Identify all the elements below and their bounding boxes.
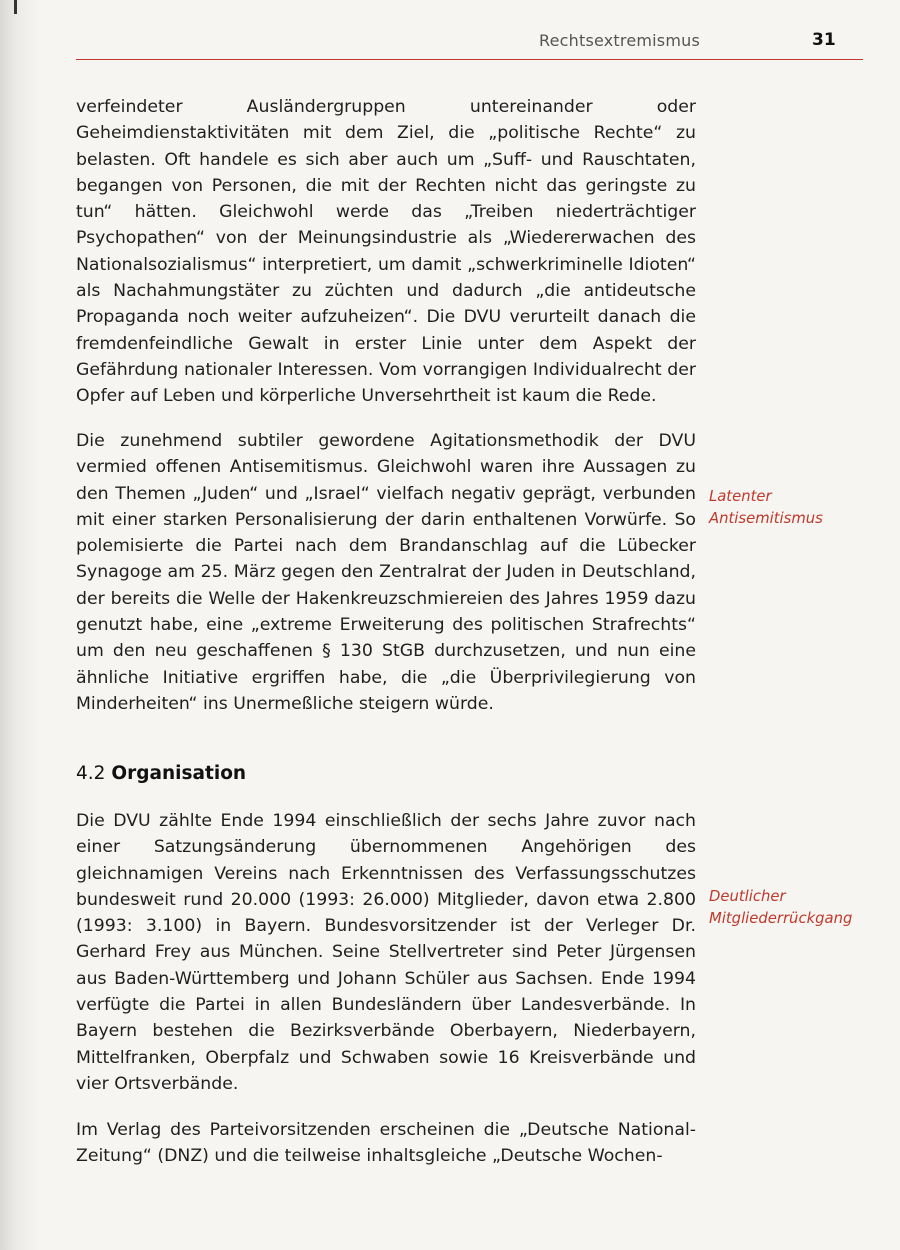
page-number: 31 [812,30,836,50]
scan-corner-mark [14,0,17,14]
page-binding-shadow [0,0,42,1250]
section-number: 4.2 [76,763,106,784]
body-paragraph: verfeindeter Ausländergruppen untereinander oder Geheimdienstaktivitäten mit dem Ziel, die „politische Rechte“ zu belasten. Oft handele es sich aber auch um „Suff- und Rauschtaten, begangen von Personen, die mit der Rechten nicht das geringste zu tun“ hätten. Gleichwohl werde das „Treiben niederträchtiger Psychopathen“ von der Meinungsindustrie als „Wiedererwachen des Nationalsozialismus“ interpretiert, um damit „schwerkriminelle Idioten“ als Nachahmungstäter zu züchten und dadurch „die antideutsche Propaganda noch weiter aufzuheizen“. Die DVU verurteilt danach die fremdenfeindliche Gewalt in erster Linie unter dem Aspekt der Gefährdung nationaler Interessen. Vom vorrangigen Individualrecht der Opfer auf Leben und körperliche Unversehrtheit ist kaum die Rede. [76,97,696,407]
body-paragraph: Die DVU zählte Ende 1994 einschließlich der sechs Jahre zuvor nach einer Satzungsänderung übernommenen Angehörigen des gleichnamigen Vereins nach Erkenntnissen des Verfassungsschutzes bundesweit rund 20.000 (1993: 26.000) Mitglieder, davon etwa 2.800 (1993: 3.100) in Bayern. Bundesvorsitzender ist der Verleger Dr. Gerhard Frey aus München. Seine Stellvertreter sind Peter Jürgensen aus Baden-Württemberg und Johann Schüler aus Sachsen. Ende 1994 verfügte die Partei in allen Bundesländern über Landesverbände. In Bayern bestehen die Bezirksverbände Oberbayern, Niederbayern, Mittelfranken, Oberpfalz und Schwaben sowie 16 Kreisverbände und vier Ortsverbände. [76,811,696,1094]
section-heading [76,763,246,784]
margin-note: Deutlicher Mitgliederrückgang [709,888,853,927]
body-paragraph: Die zunehmend subtiler gewordene Agitationsmethodik der DVU vermied offenen Antisemitismus. Gleichwohl waren ihre Aussagen zu den Themen „Juden“ und „Israel“ vielfach negativ geprägt, verbunden mit einer starken Personalisierung der darin enthaltenen Vorwürfe. So polemisierte die Partei nach dem Brandanschlag auf die Lübecker Synagoge am 25. März gegen den Zentralrat der Juden in Deutschland, der bereits die Welle der Hakenkreuzschmiereien des Jahres 1959 dazu genutzt habe, eine „extreme Erweiterung des politischen Strafrechts“ um den neu geschaffenen § 130 StGB durchzusetzen, und nun eine ähnliche Initiative ergriffen habe, die „die Überprivilegierung von Minderheiten“ ins Unermeßliche steigern würde. [76,431,696,714]
section-title: Organisation [111,763,247,784]
body-paragraph: Im Verlag des Parteivorsitzenden erscheinen die „Deutsche National-Zeitung“ (DNZ) und die teilweise inhaltsgleiche „Deutsche Wochen- [76,1120,696,1167]
running-header-title: Rechtsextremismus [539,31,700,50]
margin-note: Latenter Antisemitismus [709,488,823,527]
header-rule [76,59,863,60]
